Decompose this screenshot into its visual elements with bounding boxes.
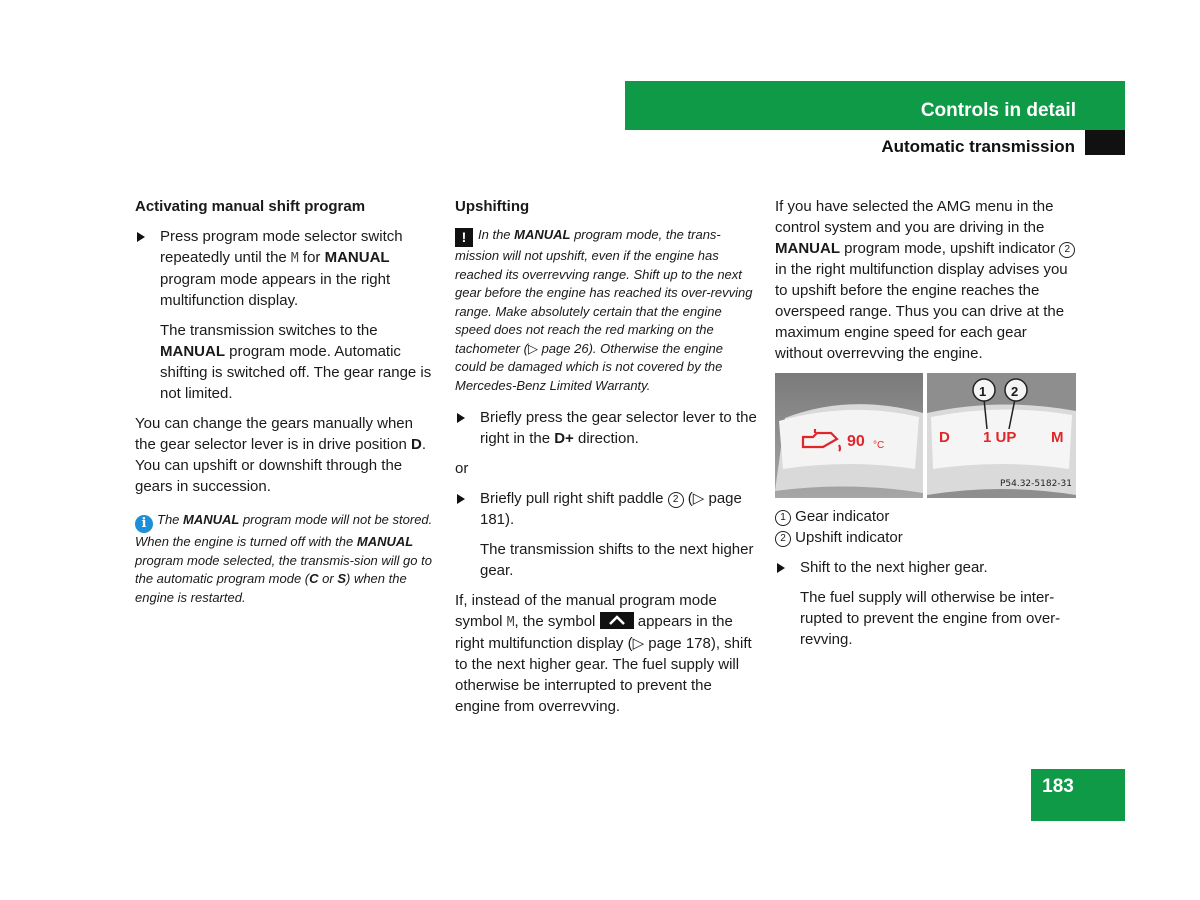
result-text: The transmission switches to the MANUAL program mode. Automatic shifting is switched off. The gear range is not limited. (160, 322, 432, 402)
warning-icon: ! (455, 228, 473, 247)
column-3 (775, 196, 1077, 659)
bullet-arrow-icon (137, 232, 145, 242)
amg-menu-text: If you have selected the AMG menu in the control system and you are driving in the MANUAL program mode, upshift indicator 2 in the right multifunction display advises you to upshift before the engine reaches the overspeed range. Thus you can drive at the maximum engine speed for each gear without overrevving the engine. (775, 196, 1077, 364)
upshift-symbol-text: If, instead of the manual program mode symbol M, the symbol appears in the right multifunction display (▷ page 178), shift to the next higher gear. The fuel supply will otherwise be interrupted to prevent the engine from overrevving. (455, 592, 752, 715)
column-2 (455, 196, 757, 726)
callout-2: 2 (1011, 384, 1019, 399)
or-text: or (455, 460, 469, 477)
multifunction-display-figure (775, 373, 1076, 498)
heading-manual-shift: Activating manual shift program (135, 198, 366, 215)
gear-position-d: D (939, 429, 950, 446)
heading-upshifting: Upshifting (455, 198, 530, 215)
bullet-arrow-icon (457, 413, 465, 423)
legend-gear-indicator: 1 Gear indicator (775, 506, 1077, 527)
page-number: 183 (1042, 776, 1074, 797)
gear-change-text: You can change the gears manually when the gear selector lever is in drive position D. You can upshift or downshift through the gears in succession. (135, 415, 426, 495)
warning-note: ! In the MANUAL program mode, the trans-mission will not upshift, even if the engine has reached its overrevving range. Shift up to the next gear before the engine has reached its over-revving range. Make absolutely certain that the engine speed does not reach the red marking on the tachometer (▷ page 26). Otherwise the engine could be damaged which is not covered by the Mercedes-Benz Limited Warranty. (455, 227, 753, 393)
section-title: Controls in detail (920, 100, 1076, 121)
step-shift-higher: Shift to the next higher gear. (775, 557, 1077, 578)
oil-temp-value: 90 (847, 433, 865, 450)
manual-mode-symbol: M (290, 251, 299, 266)
oil-temp-unit: °C (873, 440, 885, 451)
header-marker (1085, 130, 1125, 155)
column-1 (135, 196, 435, 616)
program-mode-m: M (1051, 429, 1064, 446)
display-right-panel (927, 373, 1076, 498)
section-subtitle: Automatic transmission (881, 137, 1075, 156)
upshift-chevron-icon (600, 612, 634, 629)
result-text: The transmission shifts to the next higher gear. (480, 541, 754, 579)
callout-1: 1 (979, 384, 987, 399)
figure-id: P54.32-5182-31 (999, 479, 1072, 489)
info-icon: i (135, 515, 153, 533)
callout-number: 2 (1059, 242, 1075, 258)
gear-indicator-value: 1 UP (983, 429, 1017, 446)
callout-number: 2 (668, 492, 684, 508)
result-text: The fuel supply will otherwise be inter-rupted to prevent the engine from over-revving. (800, 589, 1061, 648)
section-header-bar (625, 81, 1125, 130)
page-number-box (1031, 769, 1125, 821)
legend-upshift-indicator: 2 Upshift indicator (775, 527, 1077, 548)
manual-mode-symbol: M (506, 615, 515, 630)
step-press-lever: Briefly press the gear selector lever to the right in the D+ direction. (455, 407, 757, 449)
bullet-arrow-icon (457, 494, 465, 504)
info-note: i The MANUAL program mode will not be stored. When the engine is turned off with the MANUAL program mode selected, the transmis-sion will go to the automatic program mode (C or S) when the engine is restarted. (135, 512, 433, 605)
step-press-selector: Press program mode selector switch repeatedly until the M for MANUAL program mode appears in the right multifunction display. (135, 226, 435, 311)
step-pull-paddle: Briefly pull right shift paddle 2 (▷ page 181). (455, 488, 757, 530)
bullet-arrow-icon (777, 563, 785, 573)
